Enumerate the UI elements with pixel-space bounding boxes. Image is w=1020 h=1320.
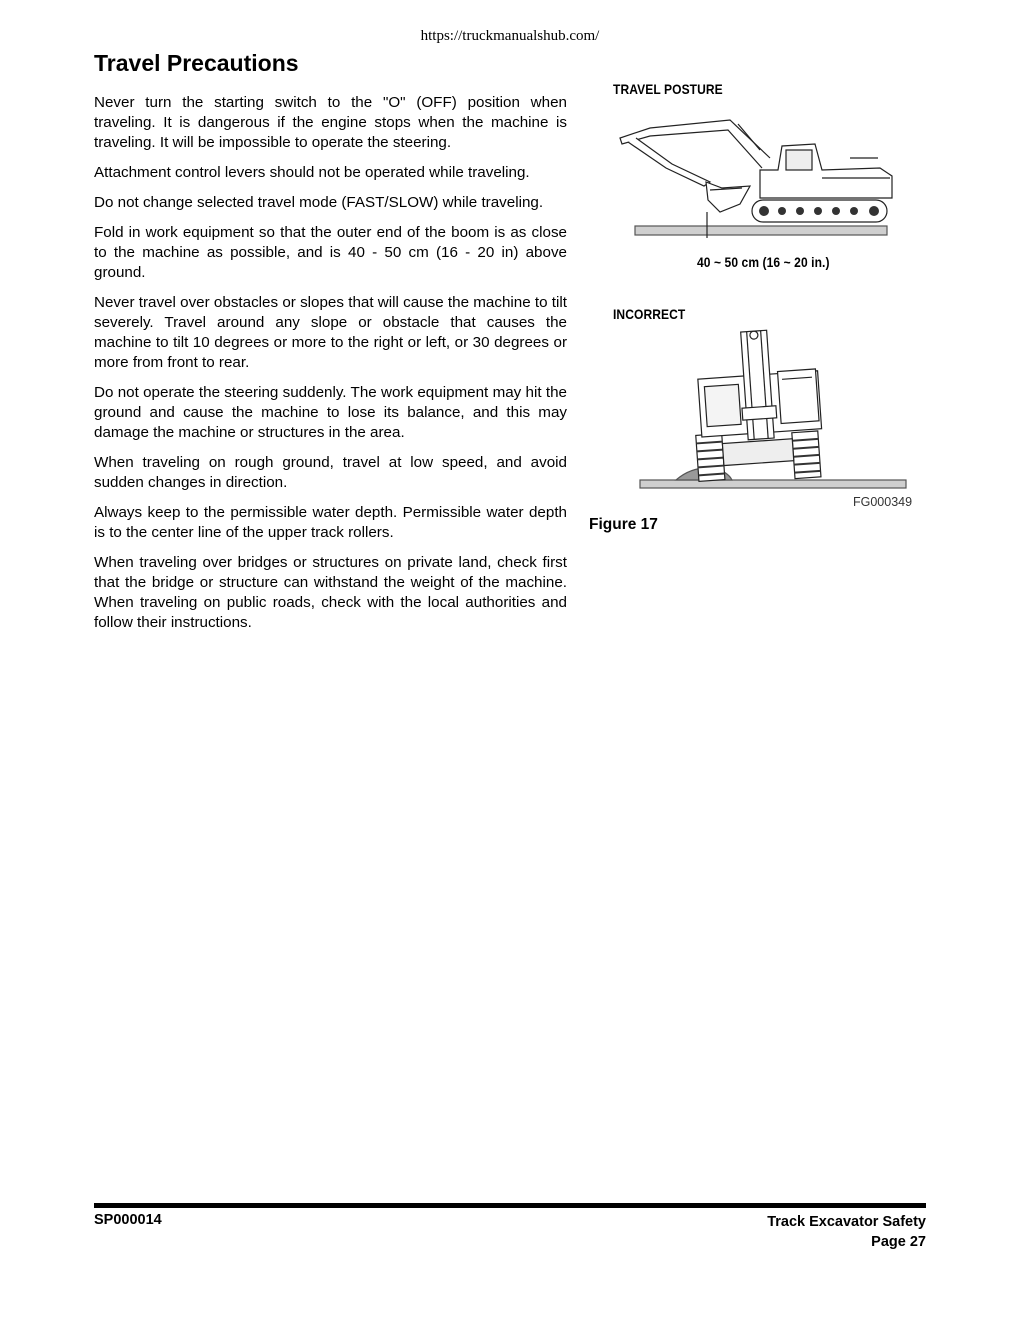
paragraph: Do not change selected travel mode (FAST/SLOW) while traveling. — [94, 194, 544, 211]
figure-caption: Figure 17 — [589, 516, 658, 533]
figure-code: FG000349 — [853, 495, 913, 509]
page-title: Travel Precautions — [94, 50, 299, 76]
height-label: 40 ~ 50 cm (16 ~ 20 in.) — [697, 254, 830, 270]
footer-section: Track Excavator Safety — [767, 1214, 926, 1230]
paragraph: Attachment control levers should not be operated while traveling. — [94, 164, 530, 181]
paragraph: When traveling on rough ground, travel at low speed, and avoid sudden changes in direction. — [94, 454, 567, 491]
travel-posture-label: TRAVEL POSTURE — [613, 81, 723, 97]
paragraph: Fold in work equipment so that the outer end of the boom is as close to the machine as possible, and is 40 - 50 cm (16 - 20 in) above ground. — [94, 224, 567, 281]
body-text — [94, 93, 567, 643]
paragraph: Never turn the starting switch to the "O" (OFF) position when traveling. It is dangerous if the engine stops when the machine is traveling. It will be impossible to operate the steering. — [94, 94, 567, 151]
footer-doc-id: SP000014 — [94, 1212, 162, 1228]
footer-right — [767, 1212, 926, 1252]
paragraph: Never travel over obstacles or slopes that will cause the machine to tilt severely. Travel around any slope or obstacle that causes the machine to tilt 10 degrees or more to the right or left, or 30 degrees or more from front to rear. — [94, 294, 567, 371]
excavator-side-illustration — [610, 108, 900, 238]
paragraph: Do not operate the steering suddenly. The work equipment may hit the ground and cause the machine to lose its balance, and this may damage the machine or structures in the area. — [94, 384, 567, 441]
footer-rule — [94, 1203, 926, 1208]
paragraph: Always keep to the permissible water depth. Permissible water depth is to the center line of the upper track rollers. — [94, 504, 567, 541]
footer-page-number: Page 27 — [871, 1234, 926, 1250]
watermark-url: https://truckmanualshub.com/ — [420, 28, 600, 44]
excavator-tilted-illustration — [636, 316, 912, 492]
paragraph: When traveling over bridges or structures on private land, check first that the bridge or structure can withstand the weight of the machine. When traveling on public roads, check with the local authorities and follow their instructions. — [94, 554, 567, 631]
incorrect-label: INCORRECT — [613, 306, 686, 322]
